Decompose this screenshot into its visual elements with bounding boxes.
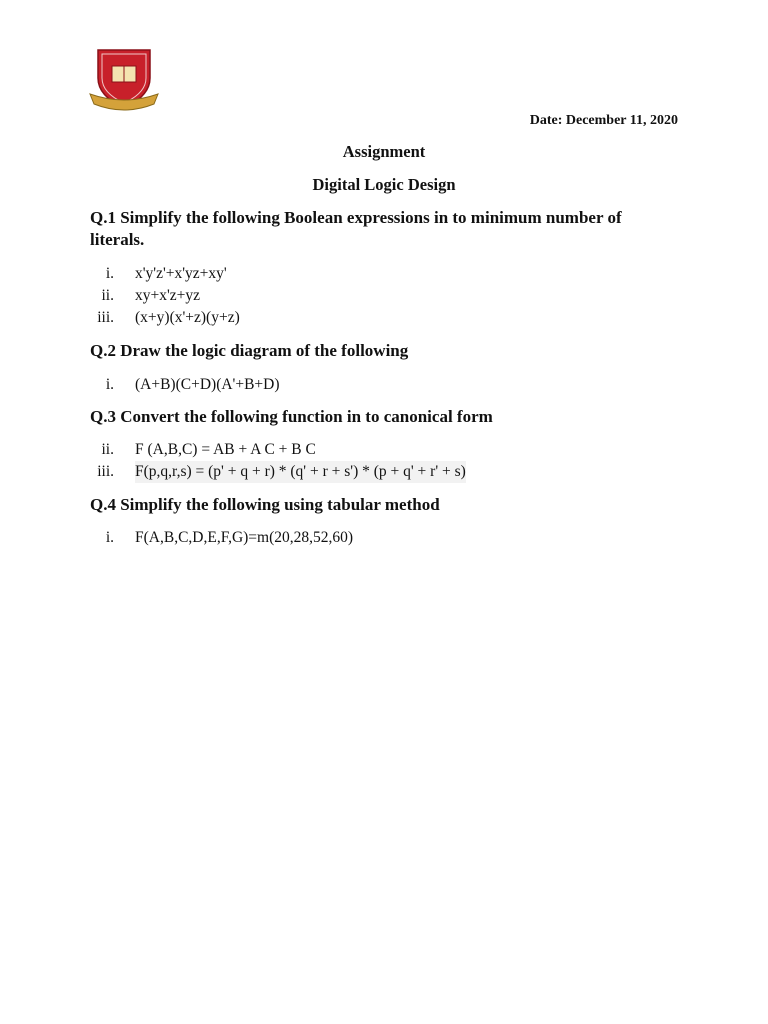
question-1-heading: Q.1 Simplify the following Boolean expressions in to minimum number of literals. bbox=[90, 208, 622, 249]
item-number: ii. bbox=[101, 441, 114, 458]
item-number: i. bbox=[105, 376, 114, 393]
item-expression: (A+B)(C+D)(A'+B+D) bbox=[135, 376, 280, 393]
item-number: i. bbox=[105, 265, 114, 282]
university-logo bbox=[88, 44, 160, 116]
document-title: Assignment bbox=[342, 142, 426, 161]
list-item bbox=[90, 461, 690, 483]
item-number: i. bbox=[105, 529, 114, 546]
item-number: ii. bbox=[101, 287, 114, 304]
item-expression: F(A,B,C,D,E,F,G)=m(20,28,52,60) bbox=[135, 529, 354, 546]
question-3-heading: Q.3 Convert the following function in to canonical form bbox=[90, 407, 493, 426]
question-4-list bbox=[90, 527, 690, 549]
question-2-heading: Q.2 Draw the logic diagram of the following bbox=[90, 341, 409, 360]
item-number: iii. bbox=[97, 463, 114, 480]
course-title: Digital Logic Design bbox=[312, 175, 456, 194]
item-expression: F (A,B,C) = AB + A C + B C bbox=[135, 441, 316, 458]
list-item bbox=[90, 439, 690, 461]
document-date: Date: December 11, 2020 bbox=[529, 113, 678, 128]
item-number: iii. bbox=[97, 309, 114, 326]
item-expression: xy+x'z+yz bbox=[135, 287, 201, 304]
list-item bbox=[90, 263, 690, 285]
question-1-list bbox=[90, 263, 690, 329]
list-item bbox=[90, 527, 690, 549]
question-3-list bbox=[90, 439, 690, 483]
list-item bbox=[90, 374, 690, 396]
item-expression: (x+y)(x'+z)(y+z) bbox=[135, 309, 240, 326]
list-item bbox=[90, 285, 690, 307]
item-expression: x'y'z'+x'yz+xy' bbox=[135, 265, 227, 282]
question-4-heading: Q.4 Simplify the following using tabular method bbox=[90, 495, 440, 514]
list-item bbox=[90, 307, 690, 329]
item-expression: F(p,q,r,s) = (p' + q + r) * (q' + r + s') * (p + q' + r' + s) bbox=[135, 461, 466, 483]
question-2-list bbox=[90, 374, 690, 396]
